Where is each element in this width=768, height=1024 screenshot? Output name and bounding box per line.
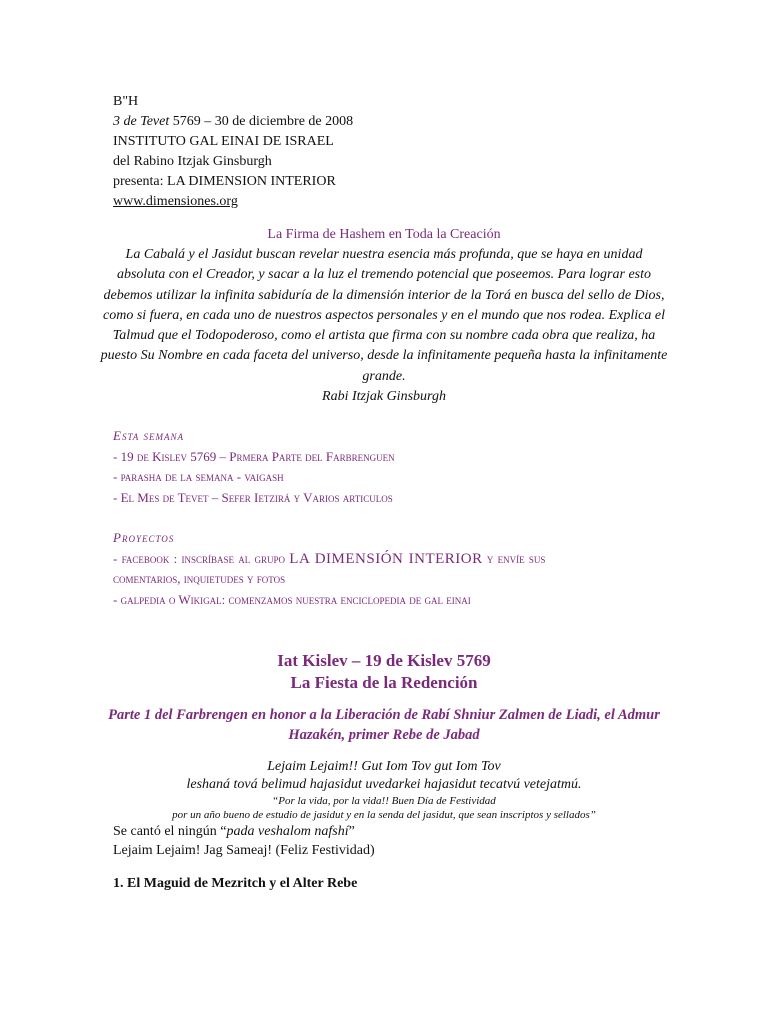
hebrew-date: 3 de Tevet [113,114,170,129]
sang-line [113,822,355,841]
article-subtitle: Parte 1 del Farbrengen en honor a la Liberación de Rabí Shniur Zalmen de Liadi, el Admur Hazakén, primer Rebe de Jabad [108,707,660,743]
facebook-group: LA DIMENSIÓN INTERIOR [289,550,483,567]
galpedia-line[interactable]: - galpedia o Wikigal: comenzamos nuestra enciclopedia de gal einai [113,591,471,607]
intro-text: La Cabalá y el Jasidut buscan revelar nuestra esencia más profunda, que se haya en unidad absoluta con el Creador, y sacar a la luz el tremendo potencial que poseemos. Para lograr esto debemos utilizar la infinita sabiduría de la dimensión interior de la Torá en busca del sello de Dios, como si fuera, en cada uno de nuestros aspectos personales y en el mundo que nos rodea. Explica el Talmud que el Todopoderoso, como el artista que firma con su nombre cada obra que realiza, ha puesto Su Nombre en cada faceta del universo, desde la infinitamente pequeña hasta la infinitamente grande. [100,247,668,384]
facebook-line-2: comentarios, inquietudes y fotos [113,571,286,586]
esta-semana-item-3[interactable]: - El Mes de Tevet – Sefer Ietzirá y Varios articulos [113,489,393,505]
intro-title: La Firma de Hashem en Toda la Creación [267,227,501,242]
esta-semana-section [113,426,673,508]
esta-semana-heading: Esta semana [113,428,185,443]
gregorian-date: 5769 – 30 de diciembre de 2008 [169,114,354,129]
intro-author: Rabi Itzjak Ginsburgh [322,389,446,405]
greeting-translation [100,794,668,822]
facebook-suffix: y envíe sus [482,550,546,566]
esta-semana-item-2[interactable]: - parasha de la semana - vaigash [113,469,284,484]
facebook-line[interactable] [113,549,673,570]
sang-suffix: ” [348,824,355,839]
article-title-line-1: Iat Kislev – 19 de Kislev 5769 [277,651,491,670]
song-name: pada veshalom nafshí [226,824,349,839]
article-title-line-2: La Fiesta de la Redención [290,673,478,692]
proyectos-section [113,528,673,610]
rabbi-name: del Rabino Itzjak Ginsburgh [113,154,272,169]
esta-semana-item-1[interactable]: - 19 de Kislev 5769 – Prmera Parte del Farbrenguen [113,448,395,464]
sang-prefix: Se cantó el ningún “ [113,824,227,839]
greeting [100,758,668,794]
section-1-heading: 1. El Maguid de Mezritch y el Alter Rebe [113,876,358,891]
date-line [113,112,353,132]
intro-body [100,245,668,407]
greeting-line-1: Lejaim Lejaim!! Gut Iom Tov gut Iom Tov [267,759,501,774]
proyectos-heading: Proyectos [113,530,175,545]
document-header [113,92,353,212]
presents-line: presenta: LA DIMENSION INTERIOR [113,174,336,189]
bh-mark: B"H [113,94,139,109]
greeting-line-2: leshaná tová belimud hajasidut uvedarkei hajasidut tecatvú vetejatmú. [186,777,582,792]
toast-line: Lejaim Lejaim! Jag Sameaj! (Feliz Festividad) [113,843,375,858]
article-title [100,650,668,694]
website-link[interactable]: www.dimensiones.org [113,194,238,209]
institute-name: INSTITUTO GAL EINAI DE ISRAEL [113,134,334,149]
facebook-prefix: - facebook : inscríbase al grupo [113,550,290,566]
translation-line-2: por un año bueno de estudio de jasidut y en la senda del jasidut, que sean inscriptos y sellados” [172,809,596,821]
translation-line-1: “Por la vida, por la vida!! Buen Día de Festividad [272,795,496,807]
